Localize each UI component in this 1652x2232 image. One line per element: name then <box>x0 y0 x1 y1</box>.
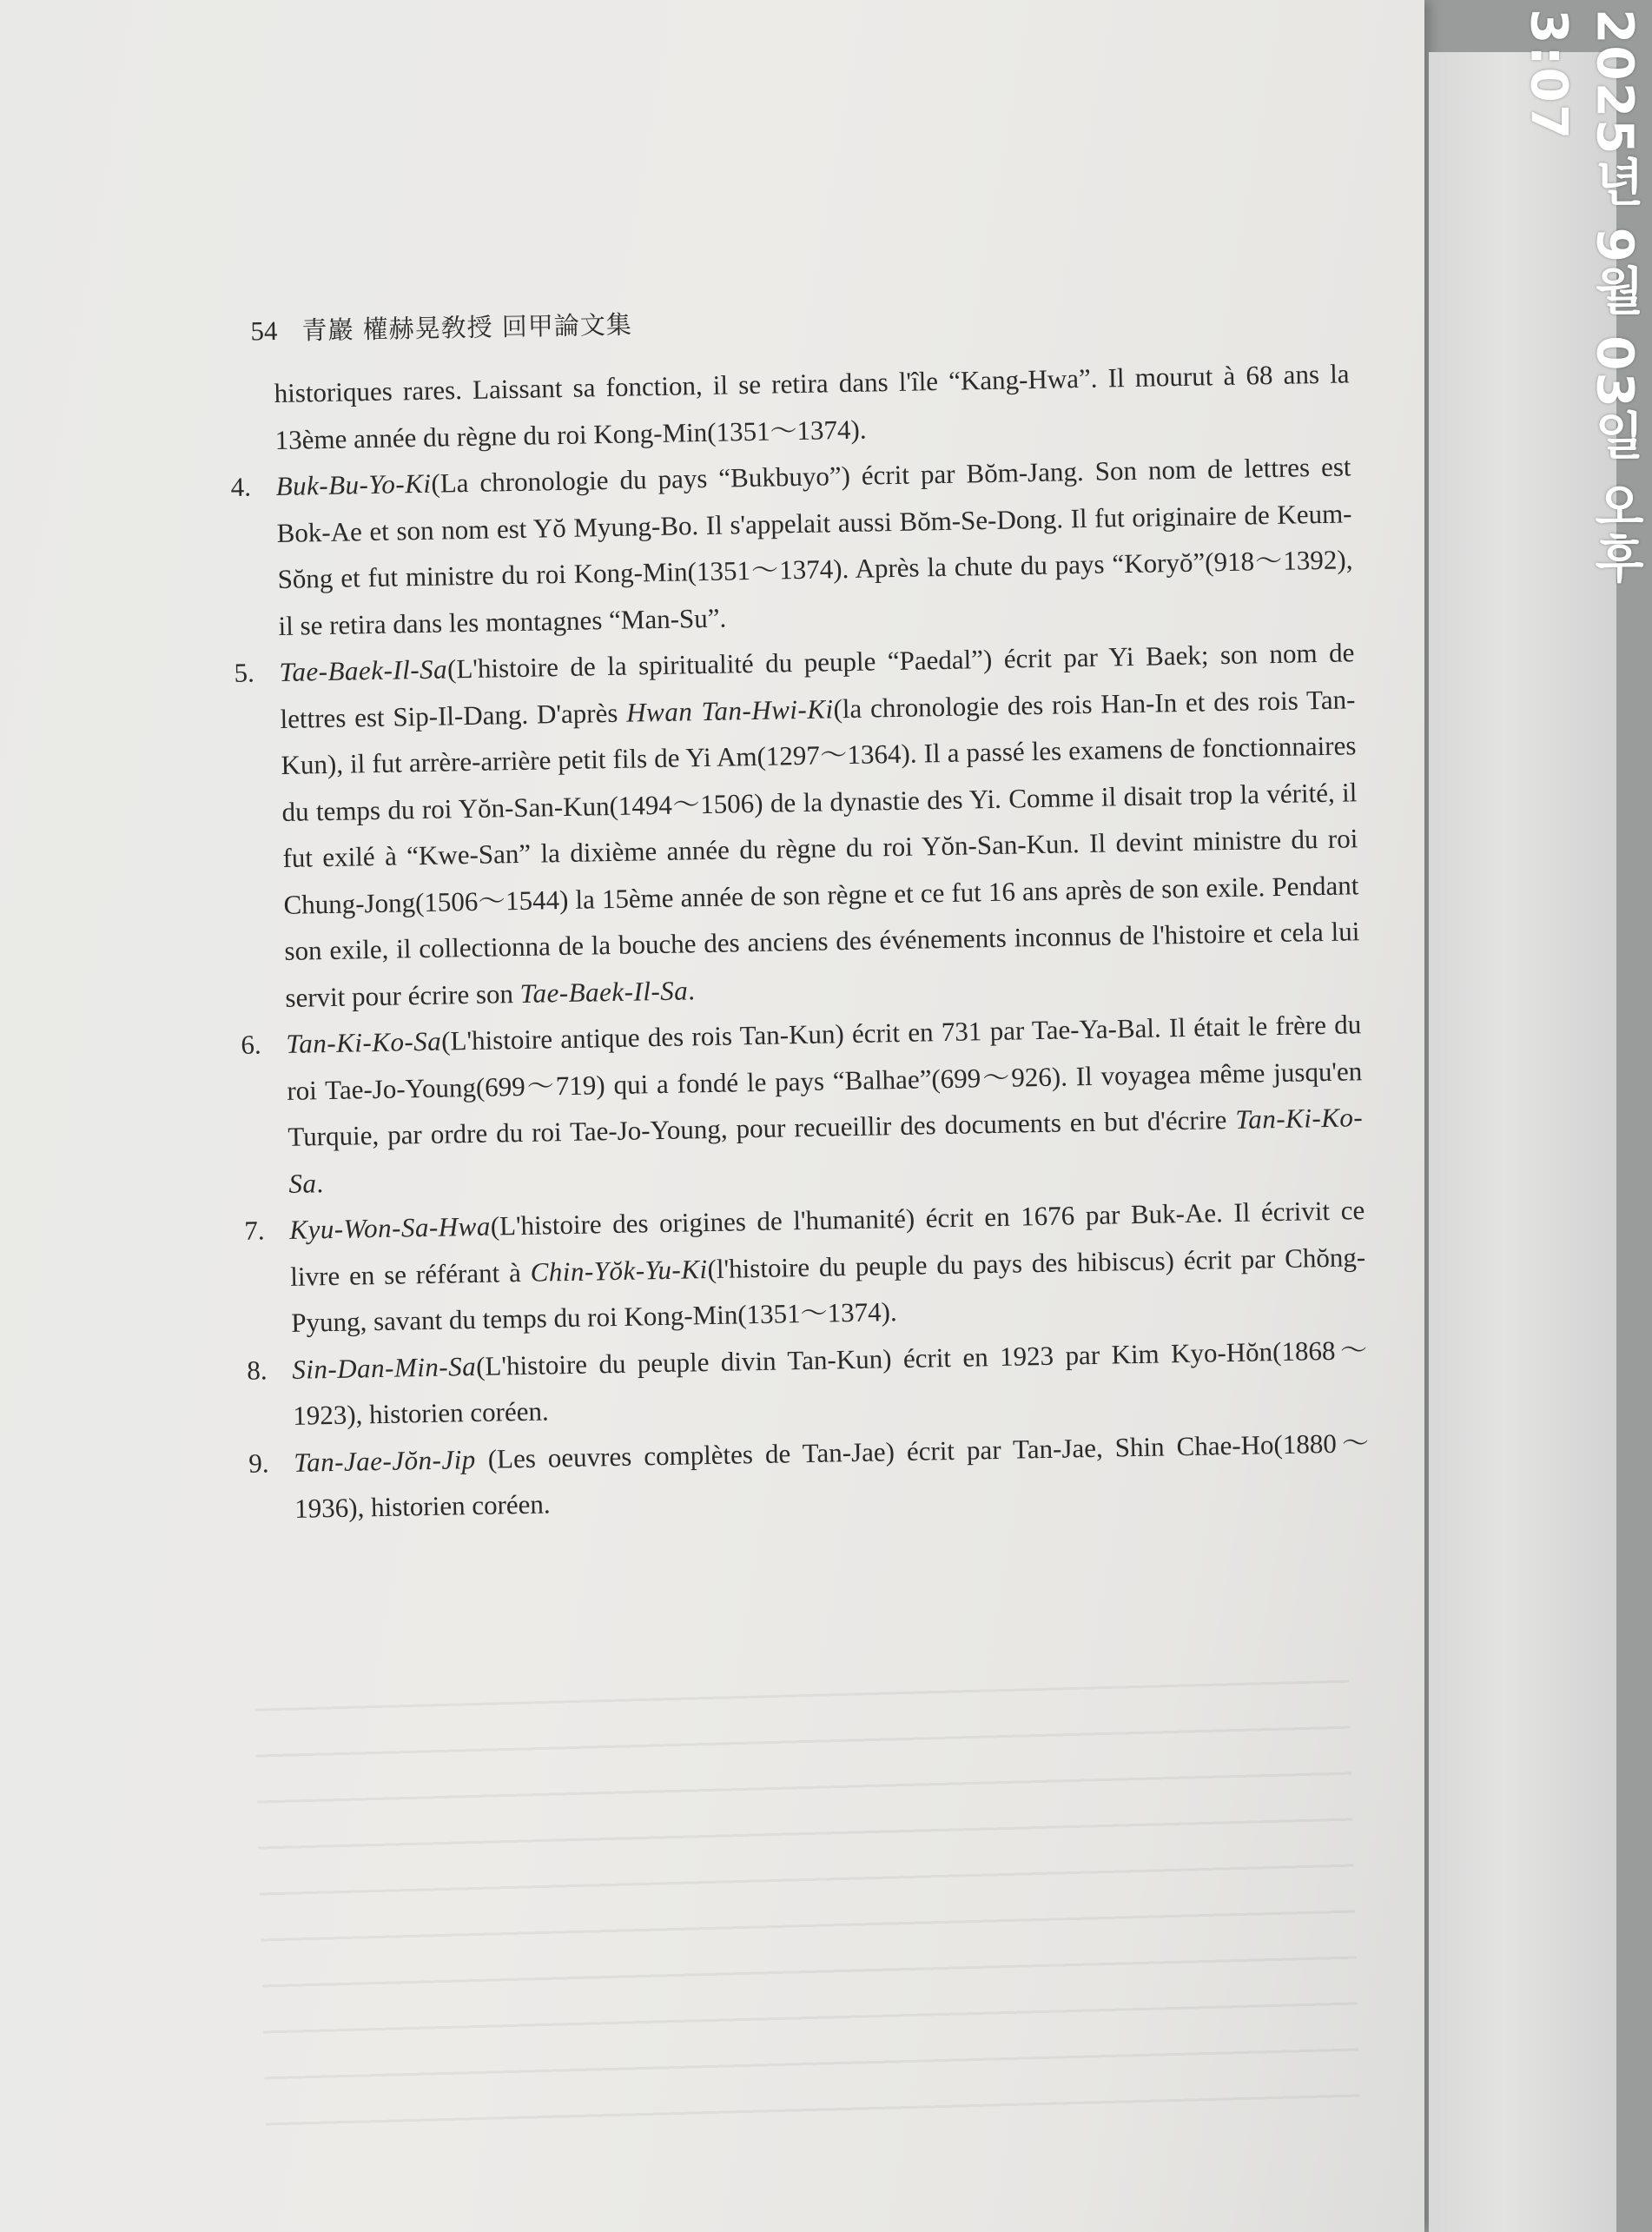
work-title: Tan-Ki-Ko-Sa <box>286 1025 442 1059</box>
item-text: (Les oeuvres complètes de Tan-Jae) écrit par Tan-Jae, Shin Chae-Ho(1880～1936), historien coréen. <box>294 1427 1370 1524</box>
list-item <box>230 443 1354 650</box>
item-text: . <box>316 1167 324 1198</box>
work-reference: Tae-Baek-Il-Sa <box>519 974 689 1009</box>
item-text: . <box>687 974 696 1005</box>
item-number: 4. <box>230 471 252 502</box>
work-reference: Tan-Ki-Ko-Sa <box>288 1102 1364 1199</box>
list-item <box>248 1420 1371 1533</box>
work-title: Tan-Jae-Jŏn-Jip <box>293 1443 477 1478</box>
continuation-paragraph: historiques rares. Laissant sa fonction, il se retira dans l'île “Kang-Hwa”. Il mourut à 68 ans la 13ème année du règne du roi Kong-Min(1351～1374). <box>274 358 1350 455</box>
item-number: 6. <box>241 1029 262 1060</box>
timestamp-text: 2025년 9월 03일 오후 3:07 <box>1519 9 1645 586</box>
list-item <box>234 629 1361 1022</box>
item-text: (La chronologie du pays “Bukbuyo”) écrit par Bŏm-Jang. Son nom de lettres est Bok-Ae et son nom est Yŏ Myung-Bo. Il s'appelait aussi Bŏm-Se-Dong. Il fut originaire de Keum-Sŏng et fut ministre du roi Kong-Min(1351～1374). Après la chute du pays “Koryŏ”(918～1392), il se retira dans les montagnes “Man-Su”. <box>276 451 1353 641</box>
work-reference: Chin-Yŏk-Yu-Ki <box>530 1253 708 1288</box>
work-title: Tae-Baek-Il-Sa <box>279 653 448 687</box>
book-title: 青巖 權赫晃敎授 回甲論文集 <box>301 309 633 346</box>
list-item <box>241 1001 1365 1208</box>
work-reference: Hwan Tan-Hwi-Ki <box>625 692 834 728</box>
item-text: (L'histoire antique des rois Tan-Kun) écrit en 731 par Tae-Ya-Bal. Il était le frère du roi Tae-Jo-Young(699～719) qui a fondé le pays “Balhae”(699～926). Il voyagea même jusqu'en Turquie, par ordre du roi Tae-Jo-Young, pour recueillir des documents en but d'écrire <box>287 1009 1363 1152</box>
item-text: (L'histoire de la spiritualité du peuple “Paedal”) écrit par Yi Baek; son nom de lettres est Sip-Il-Dang. D'après <box>280 637 1355 734</box>
item-number: 7. <box>244 1215 265 1246</box>
item-text: (L'histoire du peuple divin Tan-Kun) écrit en 1923 par Kim Kyo-Hŏn(1868～1923), historien coréen. <box>292 1334 1368 1431</box>
item-number: 5. <box>234 657 255 688</box>
work-title: Kyu-Won-Sa-Hwa <box>289 1210 492 1245</box>
list-item <box>244 1187 1367 1347</box>
work-title: Sin-Dan-Min-Sa <box>291 1350 477 1385</box>
item-text: (L'histoire des origines de l'humanité) écrit en 1676 par Buk-Ae. Il écrivit ce livre en se référant à <box>290 1195 1365 1292</box>
item-text: (la chronologie des rois Han-In et des rois Tan-Kun), il fut arrère-arrière petit fils de Yi Am(1297～1364). Il a passé les examens de fonctionnaires du temps du roi Yŏn-San-Kun(1494～1506) de la dynastie des Yi. Comme il disait trop la vérité, il fut exilé à “Kwe-San” la dixième année du règne du roi Yŏn-San-Kun. Il devint ministre du roi Chung-Jong(1506～1544) la 15ème année de son règne et ce fut 16 ans après de son exile. Pendant son exile, il collectionna de la bouche des anciens des événements inconnus de l'histoire et cela lui servit pour écrire son <box>281 683 1360 1013</box>
item-number: 8. <box>246 1354 268 1386</box>
item-number: 9. <box>248 1447 269 1479</box>
work-title: Buk-Bu-Yo-Ki <box>275 467 432 502</box>
photo-timestamp <box>1519 0 1645 626</box>
running-header <box>250 292 1349 348</box>
page-number: 54 <box>250 315 278 347</box>
show-through-text <box>254 1680 1360 2161</box>
item-text: (l'histoire du peuple du pays des hibiscus) écrit par Chŏng-Pyung, savant du temps du roi Kong-Min(1351～1374). <box>290 1241 1366 1338</box>
text-block <box>228 292 1371 1533</box>
